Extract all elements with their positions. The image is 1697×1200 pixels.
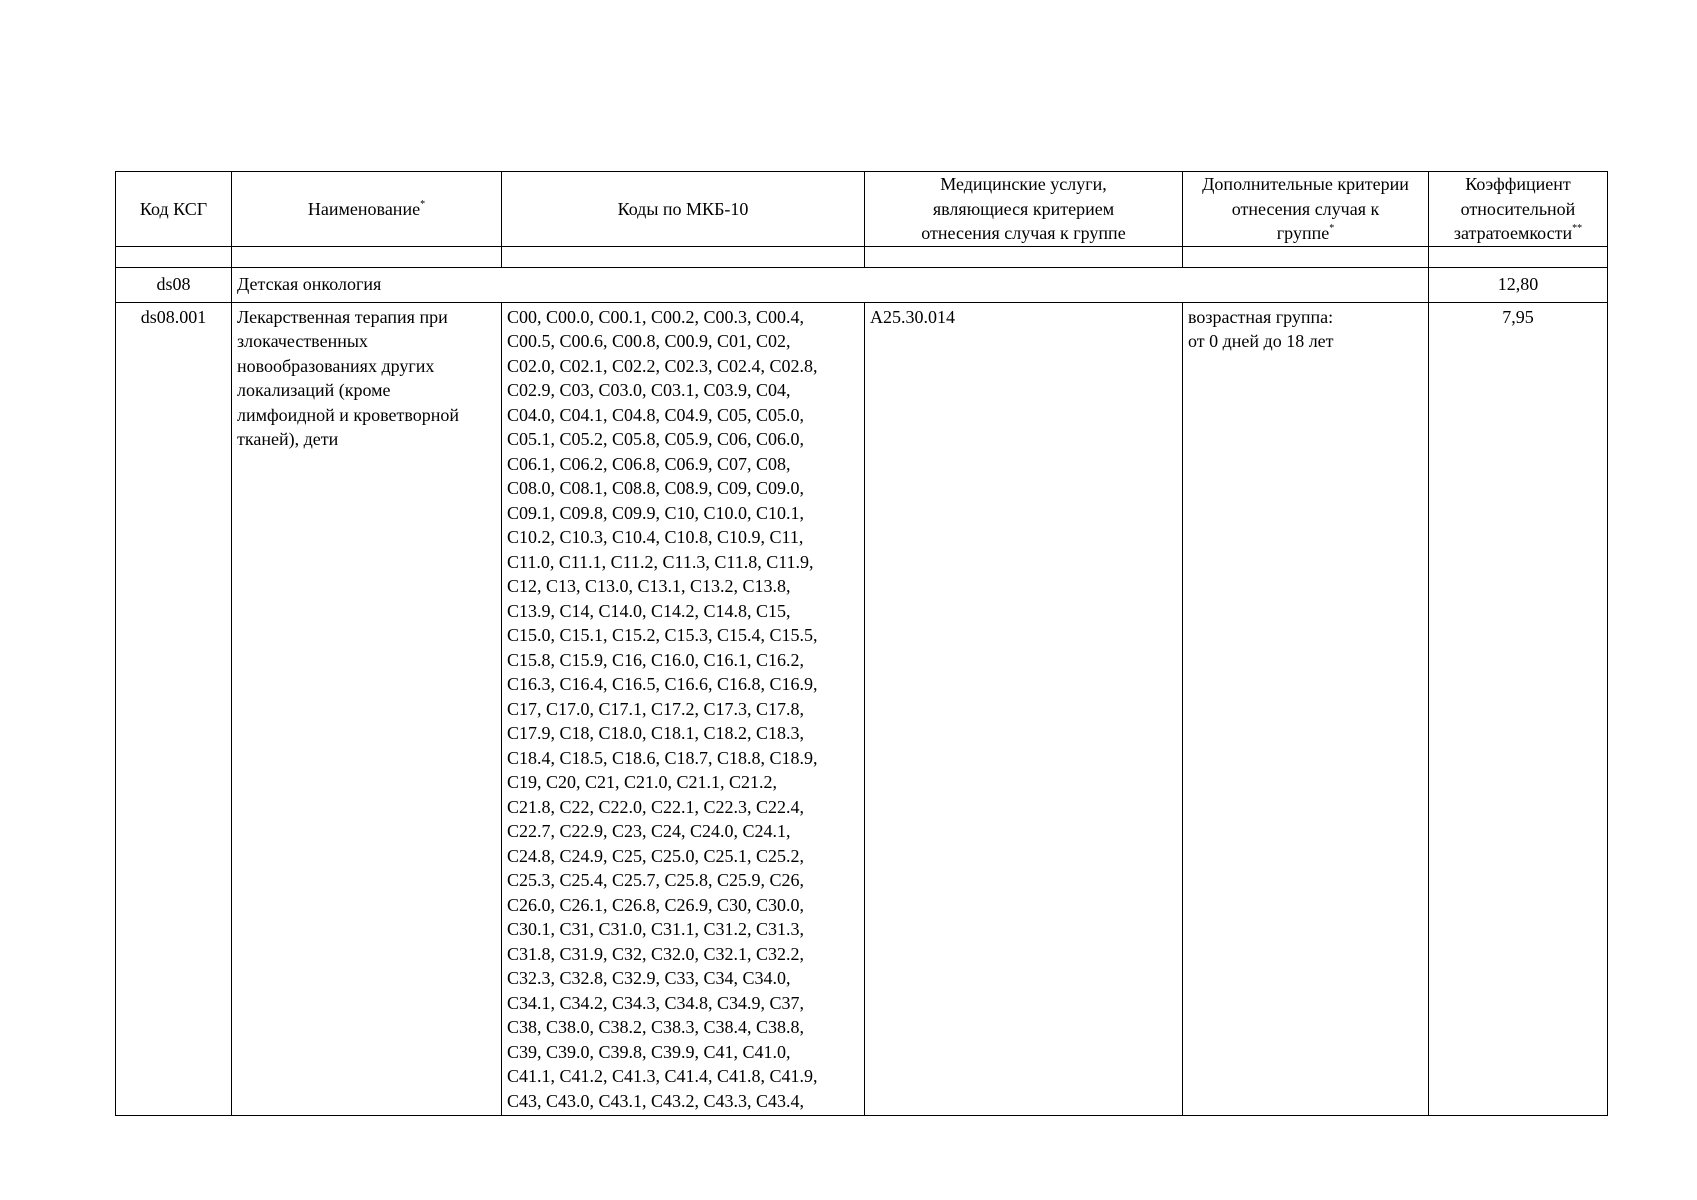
mkb-line: C38, C38.0, C38.2, C38.3, C38.4, C38.8, bbox=[507, 1017, 805, 1037]
header-code bbox=[116, 172, 232, 247]
mkb-line: C11.0, C11.1, C11.2, C11.3, C11.8, C11.9, bbox=[507, 551, 814, 572]
table-spacer-row bbox=[116, 246, 1608, 267]
mkb-line: C19, C20, C21, C21.0, C21.1, C21.2, bbox=[507, 772, 778, 792]
header-services-line: Медицинские услуги, bbox=[940, 174, 1107, 194]
mkb-line: C32.3, C32.8, C32.9, C33, C34, C34.0, bbox=[507, 968, 791, 988]
spacer-cell bbox=[116, 246, 232, 267]
mkb-line: C00, C00.0, C00.1, C00.2, C00.3, C00.4, bbox=[507, 306, 805, 327]
mkb-line: C10.2, C10.3, C10.4, C10.8, C10.9, C11, bbox=[507, 527, 804, 547]
spacer-cell bbox=[1183, 246, 1429, 267]
mkb-line: C16.3, C16.4, C16.5, C16.6, C16.8, C16.9, bbox=[507, 674, 818, 694]
item-criteria-line: возрастная группа: bbox=[1188, 306, 1334, 327]
group-name: Детская онкология bbox=[232, 267, 1429, 302]
header-services-line: являющиеся критерием bbox=[932, 198, 1115, 219]
mkb-line: C13.9, C14, C14.0, C14.2, C14.8, C15, bbox=[507, 600, 791, 621]
mkb-line: C25.3, C25.4, C25.7, C25.8, C25.9, C26, bbox=[507, 870, 805, 890]
mkb-line: C06.1, C06.2, C06.8, C06.9, C07, C08, bbox=[507, 453, 791, 474]
table-header-row bbox=[116, 172, 1608, 247]
header-coef-line: Коэффициент bbox=[1465, 174, 1571, 194]
mkb-line: C02.9, C03, C03.0, C03.1, C03.9, C04, bbox=[507, 380, 791, 400]
header-coef-line: относительной bbox=[1460, 198, 1576, 219]
header-criteria-line: Дополнительные критерии bbox=[1202, 174, 1409, 194]
mkb-line: C41.1, C41.2, C41.3, C41.4, C41.8, C41.9, bbox=[507, 1066, 818, 1086]
mkb-line: C08.0, C08.1, C08.8, C08.9, C09, C09.0, bbox=[507, 478, 805, 498]
table-row-item bbox=[116, 302, 1608, 1116]
mkb-line: C18.4, C18.5, C18.6, C18.7, C18.8, C18.9, bbox=[507, 747, 818, 768]
mkb-line: C24.8, C24.9, C25, C25.0, C25.1, C25.2, bbox=[507, 845, 805, 866]
header-criteria-footnote-mark: * bbox=[1329, 223, 1335, 234]
item-name bbox=[232, 302, 502, 1116]
spacer-cell bbox=[502, 246, 865, 267]
spacer-cell bbox=[232, 246, 502, 267]
mkb-line: C17, C17.0, C17.1, C17.2, C17.3, C17.8, bbox=[507, 698, 805, 719]
mkb-line: C15.8, C15.9, C16, C16.0, C16.1, C16.2, bbox=[507, 649, 805, 670]
header-mkb-text: Коды по МКБ-10 bbox=[617, 198, 749, 219]
item-criteria bbox=[1183, 302, 1429, 1116]
mkb-line: C31.8, C31.9, C32, C32.0, C32.1, C32.2, bbox=[507, 943, 805, 964]
item-name-line: лимфоидной и кроветворной bbox=[237, 404, 459, 425]
header-services-line: отнесения случая к группе bbox=[921, 223, 1126, 243]
item-services: A25.30.014 bbox=[865, 302, 1183, 1116]
header-code-text: Код КСГ bbox=[139, 198, 208, 219]
mkb-line: C26.0, C26.1, C26.8, C26.9, C30, C30.0, bbox=[507, 894, 805, 915]
group-coef: 12,80 bbox=[1429, 267, 1608, 302]
mkb-line: C12, C13, C13.0, C13.1, C13.2, C13.8, bbox=[507, 576, 791, 596]
group-code: ds08 bbox=[116, 267, 232, 302]
item-mkb-codes bbox=[502, 302, 865, 1116]
header-name-text: Наименование bbox=[307, 198, 421, 219]
mkb-line: C17.9, C18, C18.0, C18.1, C18.2, C18.3, bbox=[507, 723, 805, 743]
mkb-line: C34.1, C34.2, C34.3, C34.8, C34.9, C37, bbox=[507, 992, 805, 1013]
header-coef-footnote-mark: ** bbox=[1572, 223, 1583, 234]
mkb-line: C09.1, C09.8, C09.9, C10, C10.0, C10.1, bbox=[507, 502, 805, 523]
header-coef-line bbox=[1432, 221, 1604, 246]
header-services bbox=[865, 172, 1183, 247]
item-coef: 7,95 bbox=[1429, 302, 1608, 1116]
item-name-line: злокачественных bbox=[237, 331, 368, 351]
header-coef bbox=[1429, 172, 1608, 247]
header-criteria bbox=[1183, 172, 1429, 247]
ksg-table bbox=[115, 171, 1608, 1116]
header-name bbox=[232, 172, 502, 247]
spacer-cell bbox=[1429, 246, 1608, 267]
item-name-line: Лекарственная терапия при bbox=[237, 306, 448, 327]
mkb-line: C43, C43.0, C43.1, C43.2, C43.3, C43.4, bbox=[507, 1090, 805, 1111]
item-code: ds08.001 bbox=[116, 302, 232, 1116]
header-coef-last: затратоемкости bbox=[1453, 223, 1573, 243]
item-name-line: новообразованиях других bbox=[237, 355, 435, 376]
mkb-line: C05.1, C05.2, C05.8, C05.9, C06, C06.0, bbox=[507, 429, 805, 449]
mkb-line: C39, C39.0, C39.8, C39.9, C41, C41.0, bbox=[507, 1041, 791, 1062]
document-page bbox=[115, 171, 1607, 1116]
mkb-line: C21.8, C22, C22.0, C22.1, C22.3, C22.4, bbox=[507, 796, 805, 817]
mkb-line: C22.7, C22.9, C23, C24, C24.0, C24.1, bbox=[507, 821, 791, 841]
header-criteria-line bbox=[1186, 221, 1425, 246]
item-name-line: тканей), дети bbox=[237, 429, 339, 449]
mkb-line: C00.5, C00.6, C00.8, C00.9, C01, C02, bbox=[507, 331, 791, 351]
header-name-footnote-mark: * bbox=[420, 198, 426, 210]
mkb-line: C15.0, C15.1, C15.2, C15.3, C15.4, C15.5, bbox=[507, 625, 818, 645]
table-row-group bbox=[116, 267, 1608, 302]
header-mkb bbox=[502, 172, 865, 247]
header-criteria-last: группе bbox=[1276, 223, 1330, 243]
item-name-line: локализаций (кроме bbox=[237, 380, 391, 400]
spacer-cell bbox=[865, 246, 1183, 267]
mkb-line: C04.0, C04.1, C04.8, C04.9, C05, C05.0, bbox=[507, 404, 805, 425]
item-criteria-line: от 0 дней до 18 лет bbox=[1188, 331, 1334, 351]
header-criteria-line: отнесения случая к bbox=[1231, 198, 1380, 219]
mkb-line: C02.0, C02.1, C02.2, C02.3, C02.4, C02.8, bbox=[507, 355, 818, 376]
mkb-line: C30.1, C31, C31.0, C31.1, C31.2, C31.3, bbox=[507, 919, 805, 939]
